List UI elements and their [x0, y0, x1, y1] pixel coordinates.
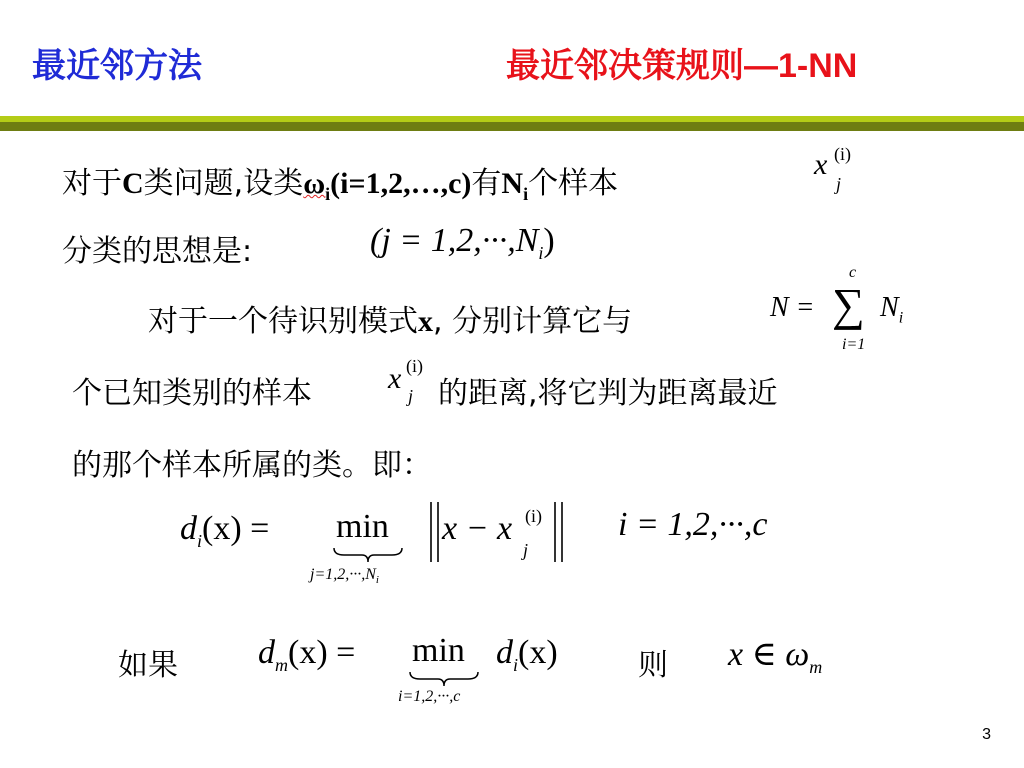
line4-sub: j	[408, 386, 414, 406]
omega-char: ω	[303, 167, 326, 200]
distance-equation	[180, 500, 820, 600]
if-label: 如果	[118, 648, 178, 683]
sample-sup: (i)	[834, 144, 851, 164]
line1-N-sub: i	[523, 184, 529, 204]
eq2-rhs	[496, 634, 558, 676]
sum-formula	[770, 262, 930, 358]
line1-f: 个样本	[528, 166, 619, 201]
eq1-norm-sup: (i)	[525, 506, 542, 526]
eq1-lhs	[180, 510, 269, 552]
line3-text: 对于一个待识别模式	[148, 304, 418, 339]
line3-x: x	[418, 305, 433, 338]
eq1-d-sub: i	[197, 530, 203, 551]
slide-title-left: 最近邻方法	[32, 46, 202, 86]
line3-rest: , 分别计算它与	[433, 304, 633, 339]
sigma-symbol: ∑	[832, 279, 865, 330]
line1-a: 对于	[62, 166, 122, 201]
line-3	[148, 296, 632, 340]
line-4a: 个已知类别的样本	[72, 376, 312, 411]
line-1	[62, 158, 618, 205]
eq2-conclusion	[728, 634, 822, 678]
eq2-min: min	[412, 632, 465, 669]
line1-e: 有	[471, 166, 502, 201]
eq1-under	[310, 566, 379, 586]
title-right-zh: 最近邻决策规则	[506, 46, 744, 86]
line-2: 分类的思想是:	[62, 234, 253, 269]
line4-sample	[388, 356, 423, 406]
eq2-under: i=1,2,···,c	[398, 688, 461, 705]
then-label: 则	[638, 648, 668, 683]
sum-term	[880, 292, 903, 328]
line1-c: 类问题,设类	[143, 166, 304, 201]
line1-N: N	[501, 167, 524, 200]
eq2-rhs-d: d	[496, 634, 513, 671]
eq2-concl-text: x ∈ ω	[728, 636, 810, 673]
sum-lower: i=1	[842, 336, 866, 353]
eq1-under-sub: i	[375, 574, 379, 587]
eq2-rhs-sub: i	[513, 654, 519, 675]
line4-x: x	[388, 362, 402, 395]
sum-term-N: N	[880, 292, 899, 323]
eq2-concl-sub: m	[809, 656, 823, 677]
eq2-d-sub: m	[275, 654, 288, 675]
sample-x: x	[814, 148, 828, 181]
eq1-min: min	[336, 508, 389, 545]
line-4b: 的距离,将它判为距离最近	[438, 376, 778, 411]
index-range-sub: i	[538, 242, 544, 263]
line1-range: (i=1,2,…,c)	[330, 167, 472, 200]
header-rule-dark	[0, 122, 1024, 131]
index-range	[370, 222, 555, 264]
sample-formula	[814, 144, 851, 194]
norm-left-bars	[428, 502, 442, 562]
eq2-lhs	[258, 634, 355, 676]
index-range-text: (j = 1,2,···,N	[370, 222, 539, 259]
eq1-range: i = 1,2,···,c	[618, 506, 768, 543]
norm-right-bars	[552, 502, 566, 562]
line4-sup: (i)	[406, 356, 423, 376]
page-number: 3	[982, 726, 991, 743]
eq1-underbrace	[332, 546, 404, 564]
line1-c-letter: C	[122, 167, 144, 200]
eq2-arg: (x) =	[288, 634, 356, 671]
sum-term-sub: i	[898, 309, 904, 327]
eq1-arg: (x) =	[202, 510, 270, 547]
eq1-norm: x − x	[442, 510, 513, 547]
eq1-norm-sub: j	[523, 540, 529, 560]
slide-title-right	[506, 38, 857, 87]
sum-lhs: N =	[770, 292, 815, 323]
eq1-under-text: j=1,2,···,N	[310, 566, 376, 583]
index-range-close: )	[543, 222, 555, 259]
omega-sub: i	[325, 184, 331, 204]
eq1-d: d	[180, 510, 197, 547]
eq2-d: d	[258, 634, 275, 671]
sum-upper: c	[849, 264, 857, 281]
line-5: 的那个样本所属的类。即：	[72, 448, 432, 483]
omega-symbol	[303, 167, 331, 204]
sample-sub: j	[836, 174, 842, 194]
title-right-en: —1-NN	[744, 47, 858, 85]
eq2-rhs-arg: (x)	[518, 634, 558, 671]
eq2-underbrace	[408, 670, 480, 688]
